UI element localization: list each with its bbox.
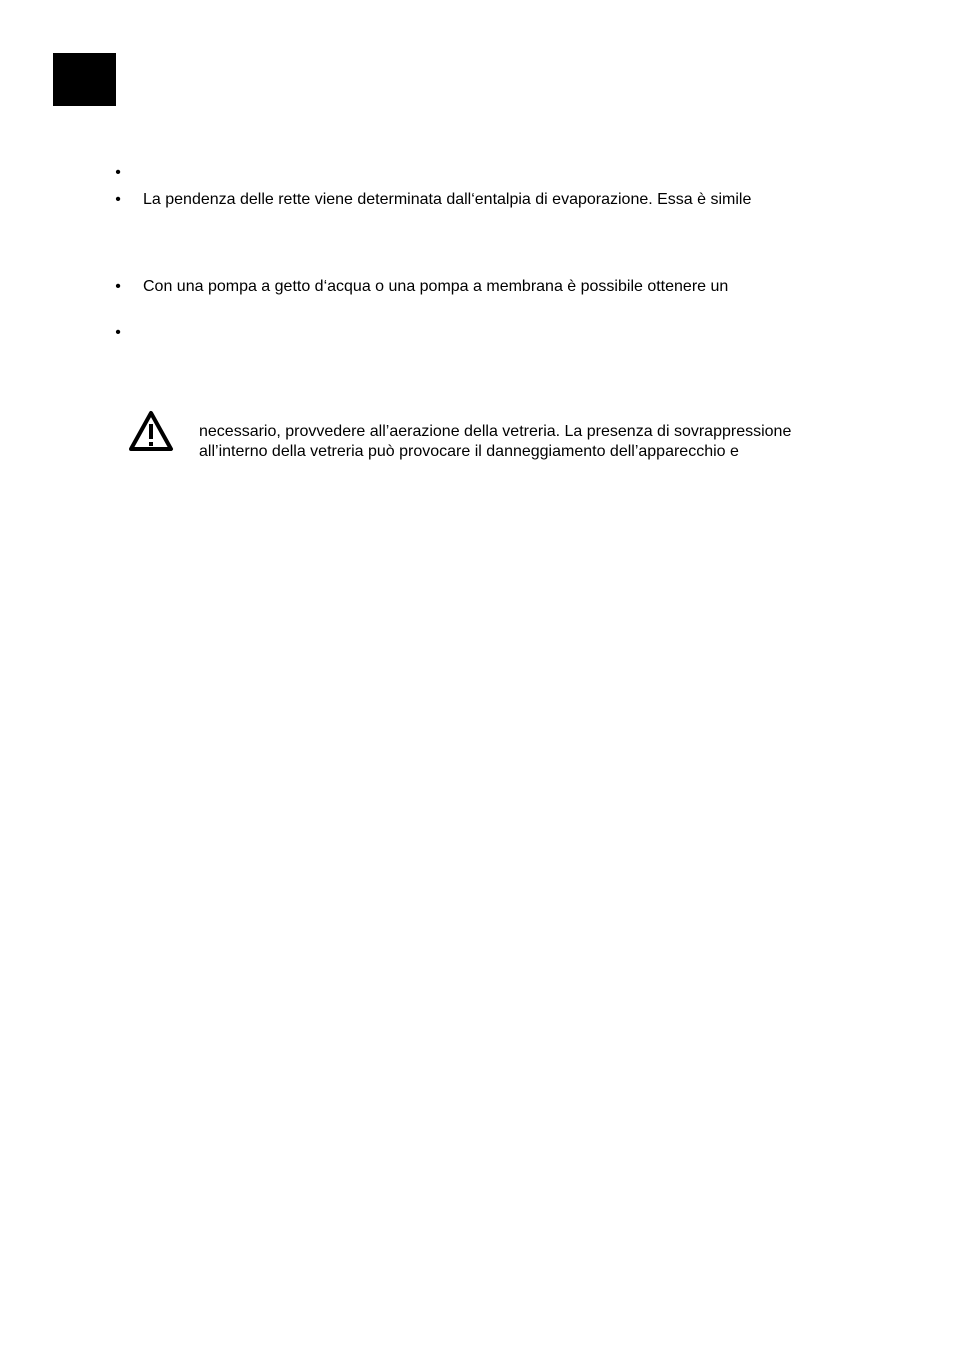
warning-text-line: necessario, provvedere all’aerazione della vetreria. La presenza di sovrappressione	[199, 423, 792, 440]
list-item-text: Con una pompa a getto d‘acqua o una pompa a membrana è possibile ottenere un	[143, 278, 729, 295]
warning-triangle-icon	[127, 409, 175, 454]
bullet-icon: •	[115, 191, 121, 208]
warning-notice	[199, 422, 899, 462]
bullet-icon: •	[115, 164, 121, 181]
bullet-icon: •	[115, 324, 121, 341]
bullet-icon: •	[115, 278, 121, 295]
warning-text-line: all’interno della vetreria può provocare il danneggiamento dell’apparecchio e	[199, 443, 739, 460]
page-corner-marker	[53, 53, 116, 106]
list-item-text: La pendenza delle rette viene determinata dall‘entalpia di evaporazione. Essa è simile	[143, 191, 752, 208]
